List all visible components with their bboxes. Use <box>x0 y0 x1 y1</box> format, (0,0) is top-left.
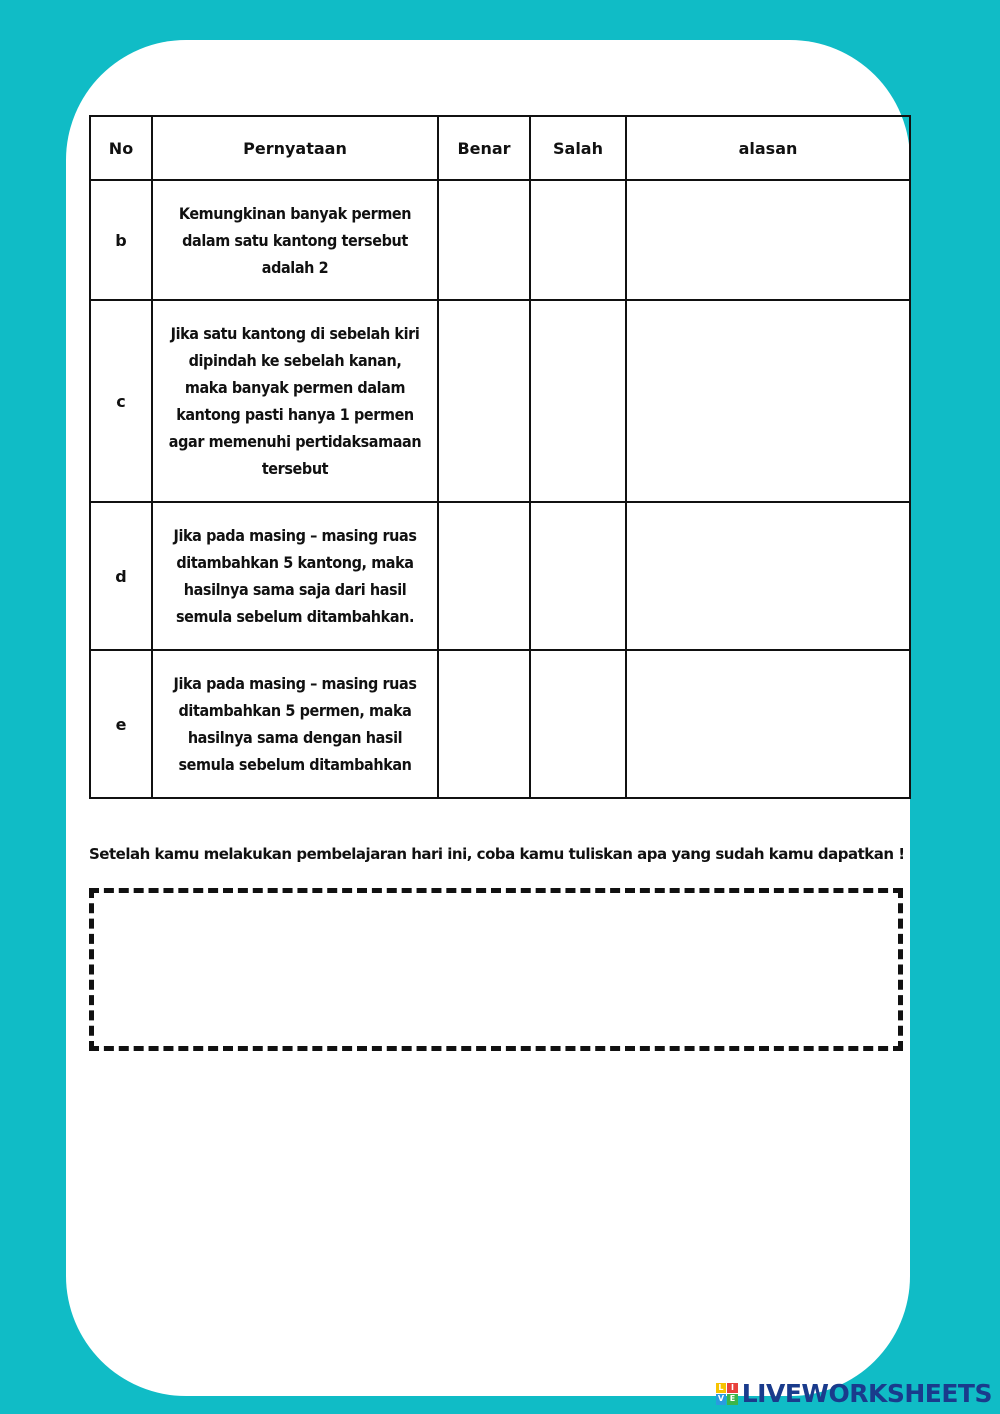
header-false: Salah <box>530 116 626 180</box>
header-reason: alasan <box>626 116 910 180</box>
row-number: c <box>90 300 152 502</box>
row-statement: Jika pada masing – masing ruas ditambahkan 5 kantong, maka hasilnya sama saja dari hasil semula sebelum ditambahkan. <box>152 502 438 650</box>
reason-cell[interactable] <box>626 180 910 300</box>
reflection-instruction: Setelah kamu melakukan pembelajaran hari ini, coba kamu tuliskan apa yang sudah kamu dapatkan ! <box>89 845 905 863</box>
row-statement: Jika satu kantong di sebelah kiri dipindah ke sebelah kanan, maka banyak permen dalam kantong pasti hanya 1 permen agar memenuhi pertidaksamaan tersebut <box>152 300 438 502</box>
reflection-answer-box[interactable] <box>89 888 903 1051</box>
statement-table <box>89 115 911 799</box>
row-number: e <box>90 650 152 798</box>
logo-letter-e: E <box>727 1394 738 1405</box>
reason-cell[interactable] <box>626 300 910 502</box>
true-cell[interactable] <box>438 300 530 502</box>
liveworksheets-logo-icon <box>716 1383 738 1405</box>
false-cell[interactable] <box>530 650 626 798</box>
reason-cell[interactable] <box>626 650 910 798</box>
row-number: b <box>90 180 152 300</box>
row-statement: Jika pada masing – masing ruas ditambahkan 5 permen, maka hasilnya sama dengan hasil semula sebelum ditambahkan <box>152 650 438 798</box>
true-cell[interactable] <box>438 502 530 650</box>
true-cell[interactable] <box>438 650 530 798</box>
table-header-row <box>90 116 910 180</box>
true-cell[interactable] <box>438 180 530 300</box>
header-no: No <box>90 116 152 180</box>
row-number: d <box>90 502 152 650</box>
header-true: Benar <box>438 116 530 180</box>
logo-letter-v: V <box>716 1394 727 1405</box>
watermark-text: LIVEWORKSHEETS <box>741 1379 992 1408</box>
table-row <box>90 300 910 502</box>
statement-table-container <box>89 115 909 799</box>
logo-letter-i: I <box>727 1383 738 1394</box>
false-cell[interactable] <box>530 180 626 300</box>
table-row <box>90 502 910 650</box>
table-row <box>90 180 910 300</box>
row-statement: Kemungkinan banyak permen dalam satu kantong tersebut adalah 2 <box>152 180 438 300</box>
table-row <box>90 650 910 798</box>
logo-letter-l: L <box>716 1383 727 1394</box>
false-cell[interactable] <box>530 300 626 502</box>
false-cell[interactable] <box>530 502 626 650</box>
liveworksheets-watermark <box>716 1379 992 1408</box>
header-statement: Pernyataan <box>152 116 438 180</box>
reason-cell[interactable] <box>626 502 910 650</box>
